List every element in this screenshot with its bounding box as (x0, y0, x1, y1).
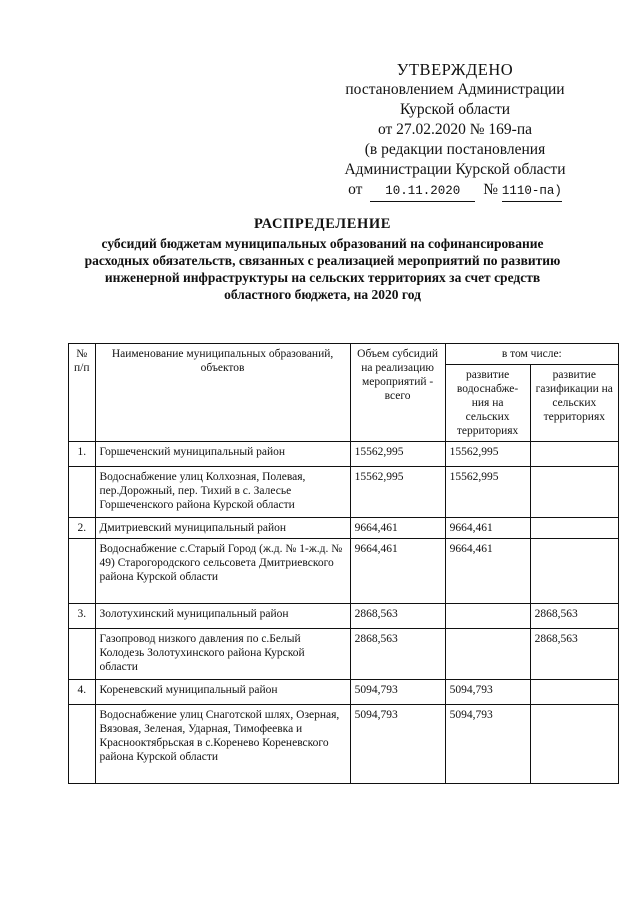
approval-line-6: Администрации Курской области (344, 161, 566, 178)
header-water: развитие водоснабже-ния на сельских территориях (445, 365, 530, 442)
table-row (69, 705, 619, 784)
row-water: 9664,461 (445, 539, 530, 604)
approval-line-5: (в редакции постановления (364, 141, 546, 158)
heading-line-4: областного бюджета, на 2020 год (224, 287, 421, 302)
table-row (69, 467, 619, 518)
row-num: 2. (69, 518, 96, 539)
row-gas (530, 467, 618, 518)
row-water (445, 604, 530, 629)
row-name: Золотухинский муниципальный район (95, 604, 350, 629)
heading-line-1: субсидий бюджетам муниципальных образований на софинансирование (101, 236, 544, 251)
from-label: от (348, 181, 363, 198)
row-num (69, 539, 96, 604)
header-name: Наименование муниципальных образований, объектов (95, 344, 350, 442)
heading-line-2: расходных обязательств, связанных с реализацией мероприятий по развитию (84, 253, 561, 268)
table-row (69, 518, 619, 539)
row-num: 4. (69, 680, 96, 705)
row-name: Дмитриевский муниципальный район (95, 518, 350, 539)
row-water: 15562,995 (445, 467, 530, 518)
header-volume: Объем субсидий на реализацию мероприятий - всего (350, 344, 445, 442)
row-gas (530, 539, 618, 604)
row-name: Кореневский муниципальный район (95, 680, 350, 705)
row-water: 9664,461 (445, 518, 530, 539)
table-row (69, 539, 619, 604)
header-gas: развитие газификации на сельских территориях (530, 365, 618, 442)
header-including: в том числе: (445, 344, 618, 365)
row-water: 5094,793 (445, 705, 530, 784)
table-row (69, 680, 619, 705)
row-name: Газопровод низкого давления по с.Белый Колодезь Золотухинского района Курской области (95, 629, 350, 680)
table-row (69, 604, 619, 629)
approval-line-3: Курской области (399, 101, 511, 118)
row-name: Водоснабжение улиц Снаготской шлях, Озерная, Вязовая, Зеленая, Ударная, Тимофеевка и Краснооктябрьская в с.Коренево Кореневского района Курской области (95, 705, 350, 784)
table-row (69, 629, 619, 680)
row-num (69, 629, 96, 680)
row-num: 1. (69, 442, 96, 467)
row-gas (530, 705, 618, 784)
row-volume: 9664,461 (350, 539, 445, 604)
row-gas (530, 442, 618, 467)
document-title: РАСПРЕДЕЛЕНИЕ (254, 216, 391, 232)
approval-block (330, 60, 580, 202)
row-gas (530, 680, 618, 705)
row-name: Водоснабжение с.Старый Город (ж.д. № 1-ж.д. № 49) Старогородского сельсовета Дмитриевского района Курской области (95, 539, 350, 604)
row-num (69, 467, 96, 518)
number-field: 1110-па) (502, 181, 562, 202)
distribution-table (68, 343, 619, 784)
row-volume: 15562,995 (350, 467, 445, 518)
table-header-row (69, 344, 619, 365)
row-water: 5094,793 (445, 680, 530, 705)
row-volume: 2868,563 (350, 629, 445, 680)
date-field: 10.11.2020 (370, 181, 475, 202)
table-row (69, 442, 619, 467)
row-gas: 2868,563 (530, 604, 618, 629)
heading-line-3: инженерной инфраструктуры на сельских территориях за счет средств (104, 270, 541, 285)
row-gas: 2868,563 (530, 629, 618, 680)
approval-title: УТВЕРЖДЕНО (396, 60, 514, 79)
row-name: Горшеченский муниципальный район (95, 442, 350, 467)
approval-line-2: постановлением Администрации (345, 81, 565, 98)
row-volume: 9664,461 (350, 518, 445, 539)
row-volume: 2868,563 (350, 604, 445, 629)
document-heading (40, 216, 605, 303)
row-name: Водоснабжение улиц Колхозная, Полевая, пер.Дорожный, пер. Тихий в с. Залесье Горшеченского района Курской области (95, 467, 350, 518)
row-water: 15562,995 (445, 442, 530, 467)
header-num: № п/п (69, 344, 96, 442)
number-label: № (483, 181, 498, 198)
row-num (69, 705, 96, 784)
row-water (445, 629, 530, 680)
approval-line-4: от 27.02.2020 № 169-па (377, 121, 533, 138)
approval-line-7 (330, 180, 580, 202)
row-volume: 15562,995 (350, 442, 445, 467)
row-num: 3. (69, 604, 96, 629)
row-volume: 5094,793 (350, 705, 445, 784)
row-gas (530, 518, 618, 539)
row-volume: 5094,793 (350, 680, 445, 705)
